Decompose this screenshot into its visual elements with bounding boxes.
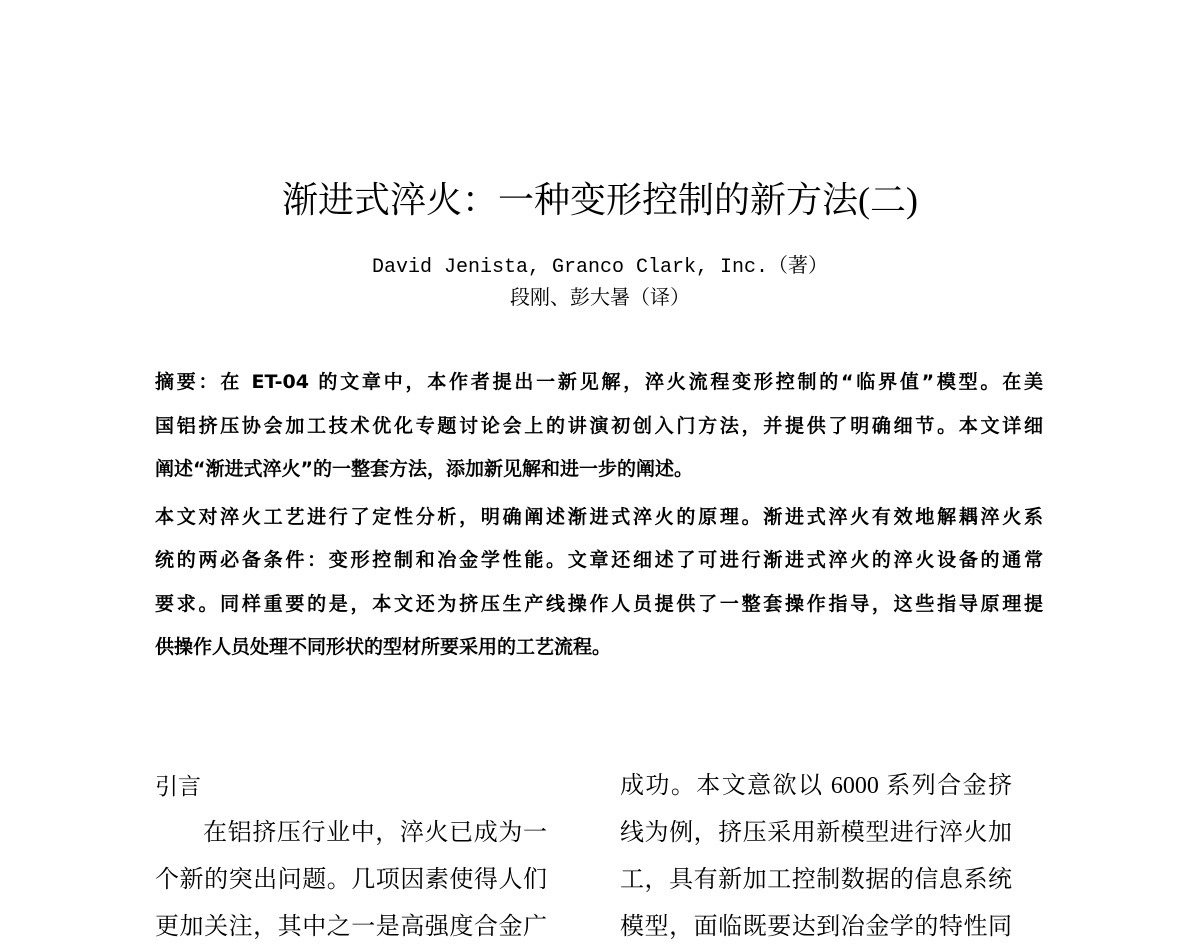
body-line: 模型，面临既要达到冶金学的特性同	[620, 914, 1012, 940]
abstract	[155, 361, 1043, 670]
authors-line: David Jenista, Granco Clark, Inc.（著）	[371, 256, 829, 279]
byline	[0, 252, 1200, 316]
body-column-left	[155, 763, 547, 951]
paper-title: 渐进式淬火：一种变形控制的新方法(二)	[282, 180, 918, 220]
body-line: 更加关注，其中之一是高强度合金广	[155, 914, 547, 940]
body-line: 个新的突出问题。几项因素使得人们	[155, 867, 547, 893]
abstract-line: 供操作人员处理不同形状的型材所要采用的工艺流程。	[155, 636, 612, 658]
abstract-line: 统的两必备条件：变形控制和冶金学性能。文章还细述了可进行渐进式淬火的淬火设备的通常	[155, 549, 1043, 571]
abstract-line: 本文对淬火工艺进行了定性分析，明确阐述渐进式淬火的原理。渐进式淬火有效地解耦淬火系	[155, 505, 1043, 528]
section-heading-introduction: 引言	[155, 774, 201, 799]
abstract-paragraph-1	[155, 361, 1043, 492]
abstract-line: 摘要：在 ET-04 的文章中，本作者提出一新见解，淬火流程变形控制的“临界值”模型。在美	[155, 371, 1043, 393]
translators-line: 段刚、彭大暑（译）	[510, 288, 690, 311]
abstract-line: 阐述“渐进式淬火”的一整套方法，添加新见解和进一步的阐述。	[155, 458, 693, 480]
body-line: 在铝挤压行业中，淬火已成为一	[203, 820, 547, 846]
body-column-right	[620, 763, 1012, 951]
abstract-paragraph-2	[155, 496, 1043, 670]
abstract-line: 要求。同样重要的是，本文还为挤压生产线操作人员提供了一整套操作指导，这些指导原理提	[155, 592, 1043, 615]
abstract-line: 国铝挤压协会加工技术优化专题讨论会上的讲演初创入门方法，并提供了明确细节。本文详细	[155, 414, 1043, 437]
body-line: 成功。本文意欲以 6000 系列合金挤	[620, 773, 1012, 799]
body-line: 线为例，挤压采用新模型进行淬火加	[620, 820, 1012, 846]
body-line: 工，具有新加工控制数据的信息系统	[620, 867, 1012, 893]
